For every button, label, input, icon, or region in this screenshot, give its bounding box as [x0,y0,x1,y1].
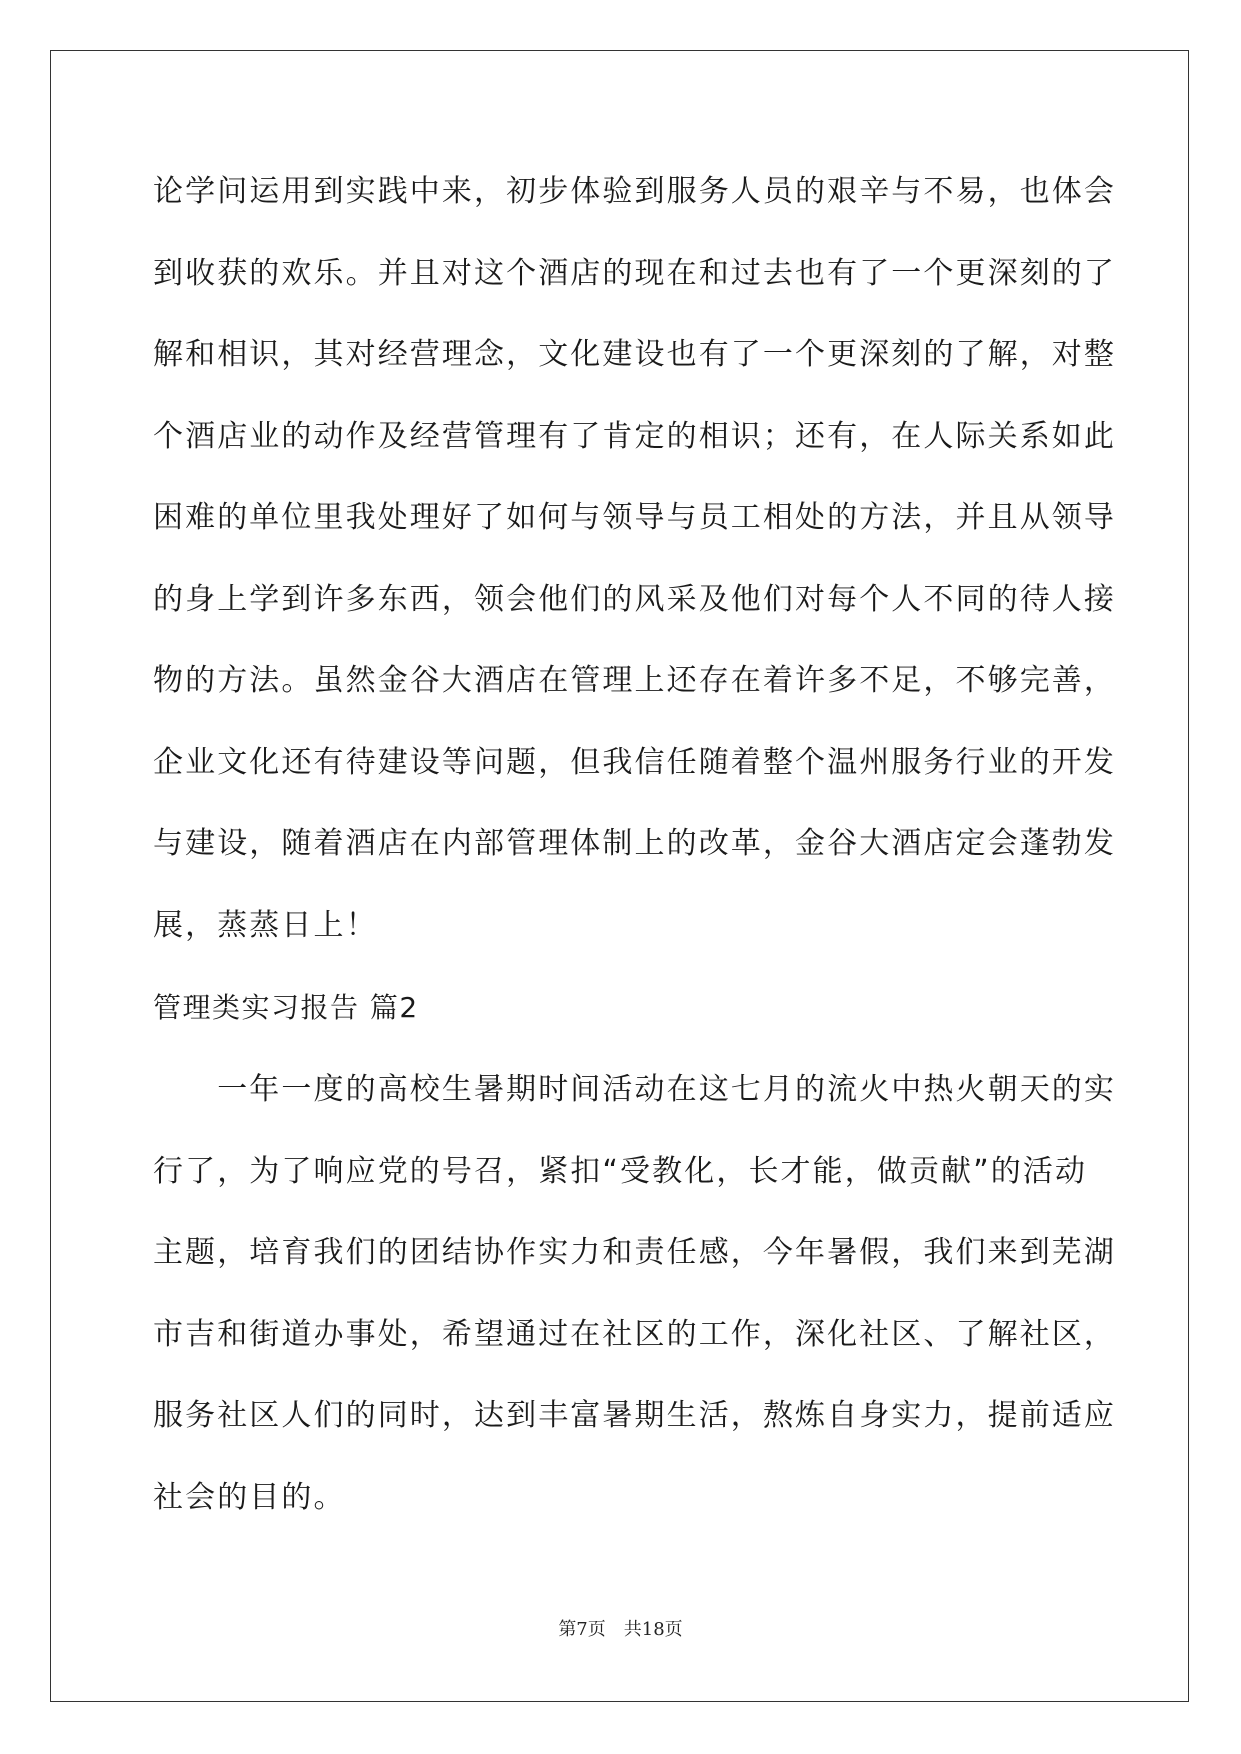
body-line: 企业文化还有待建设等问题，但我信任随着整个温州服务行业的开发 [153,745,1116,780]
page-number: 第7页 [558,1619,606,1640]
body-line: 主题，培育我们的团结协作实力和责任感，今年暑假，我们来到芜湖 [153,1235,1116,1270]
body-line: 到收获的欢乐。并且对这个酒店的现在和过去也有了一个更深刻的了 [153,256,1116,291]
page-footer [0,1618,1241,1642]
body-line: 一年一度的高校生暑期时间活动在这七月的流火中热火朝天的实 [153,1072,1116,1107]
body-line: 解和相识，其对经营理念，文化建设也有了一个更深刻的了解，对整 [153,337,1116,372]
body-line: 行了，为了响应党的号召，紧扣“受教化，长才能，做贡献”的活动 [153,1154,1088,1189]
page-border [50,50,1189,1702]
body-line: 与建设，随着酒店在内部管理体制上的改革，金谷大酒店定会蓬勃发 [153,826,1116,861]
body-line: 个酒店业的动作及经营管理有了肯定的相识；还有，在人际关系如此 [153,419,1116,454]
page-total: 共18页 [623,1619,683,1640]
body-line: 的身上学到许多东西，领会他们的风采及他们对每个人不同的待人接 [153,582,1116,617]
body-line: 困难的单位里我处理好了如何与领导与员工相处的方法，并且从领导 [153,500,1116,535]
body-line: 论学问运用到实践中来，初步体验到服务人员的艰辛与不易，也体会 [153,174,1116,209]
body-line: 展，蒸蒸日上！ [153,908,378,943]
body-line: 社会的目的。 [153,1480,346,1515]
section-heading: 管理类实习报告 篇2 [153,991,419,1024]
body-line: 市吉和街道办事处，希望通过在社区的工作，深化社区、了解社区， [153,1317,1116,1352]
body-line: 物的方法。虽然金谷大酒店在管理上还存在着许多不足，不够完善， [153,663,1116,698]
body-line: 服务社区人们的同时，达到丰富暑期生活，熬炼自身实力，提前适应 [153,1398,1116,1433]
